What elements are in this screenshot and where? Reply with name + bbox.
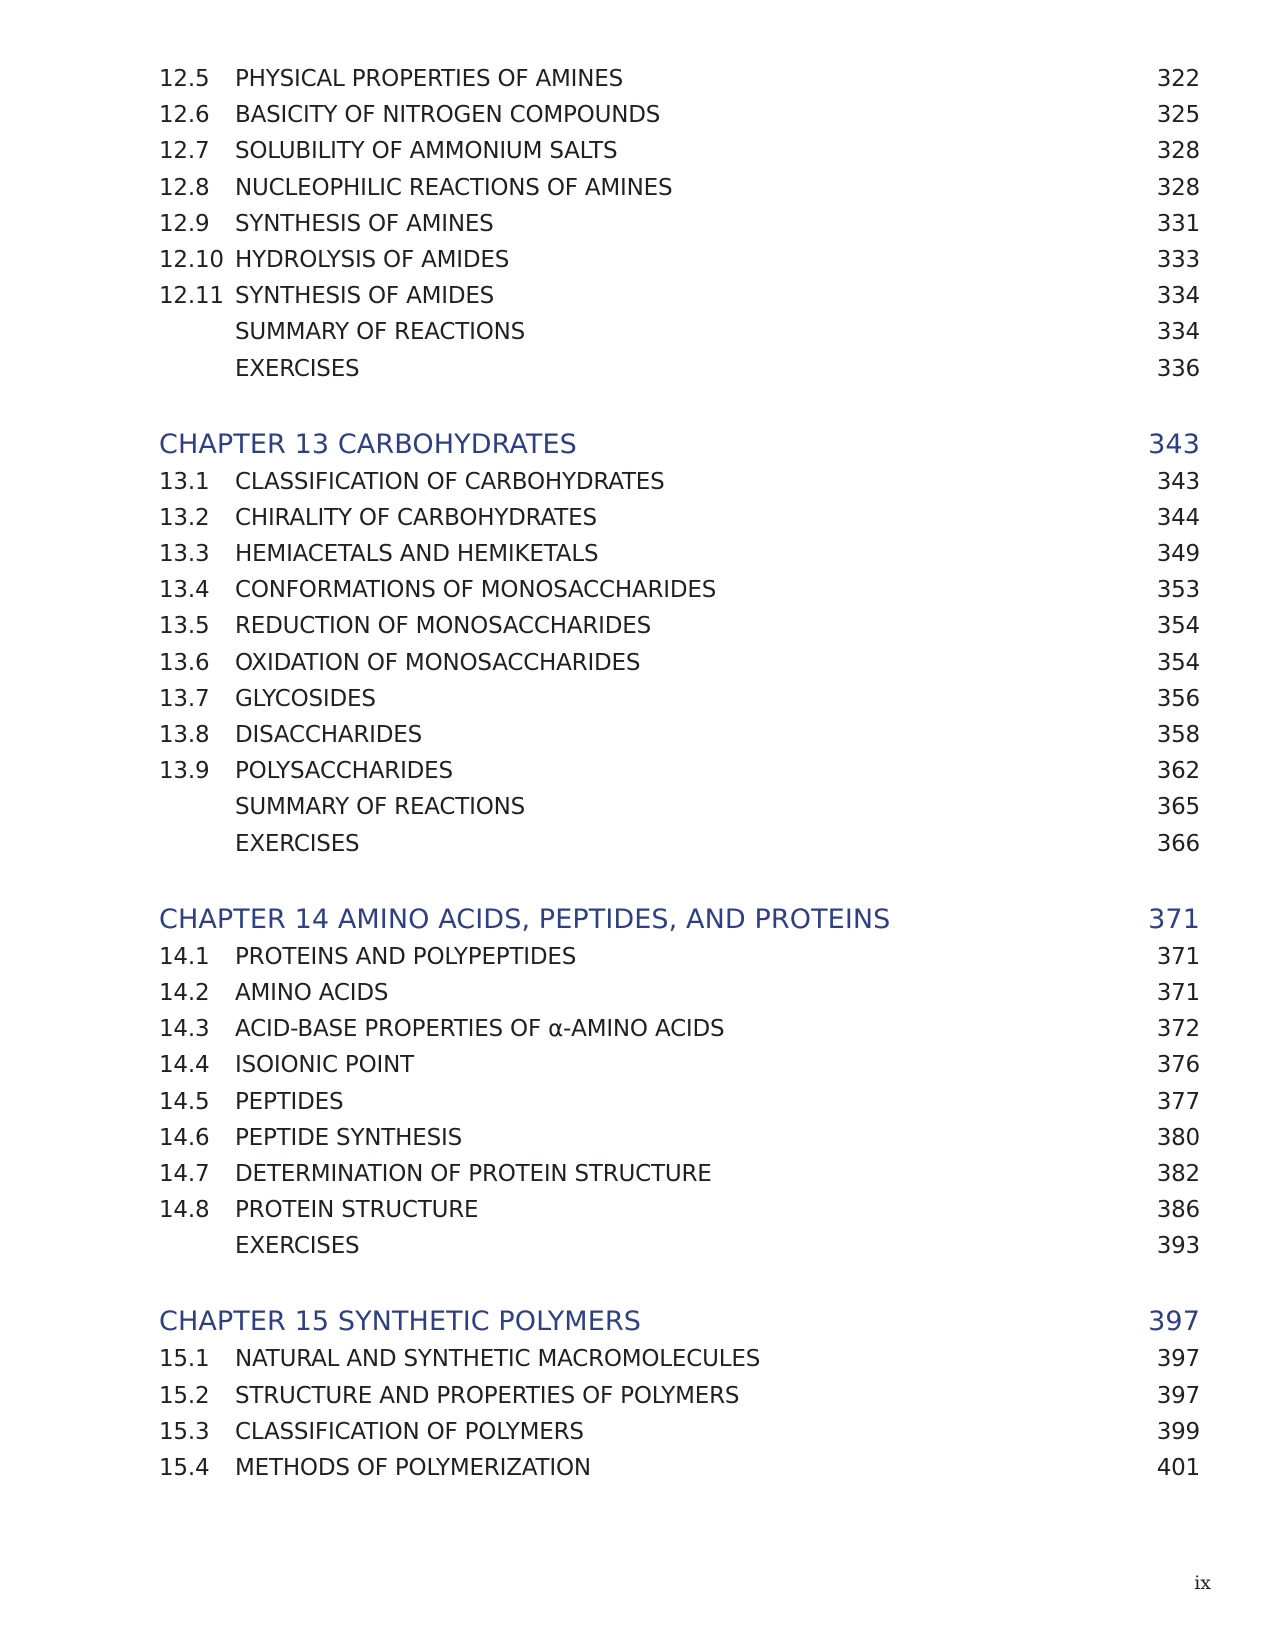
toc-entry[interactable] [159, 831, 1200, 867]
entry-title: HEMIACETALS AND HEMIKETALS [235, 541, 599, 568]
entry-page: 358 [1156, 722, 1200, 748]
entry-title: NUCLEOPHILIC REACTIONS OF AMINES [235, 174, 673, 201]
entry-title: PEPTIDES [235, 1088, 344, 1115]
toc-entry[interactable] [159, 283, 1200, 319]
entry-title: REDUCTION OF MONOSACCHARIDES [235, 613, 651, 640]
chapter-heading[interactable] [159, 1306, 1200, 1346]
entry-page: 399 [1156, 1418, 1200, 1445]
entry-title: PROTEINS AND POLYPEPTIDES [235, 943, 577, 970]
entry-number: 14.3 [159, 1016, 210, 1043]
toc-entry[interactable] [159, 650, 1200, 686]
entry-title: EXERCISES [235, 355, 360, 382]
entry-page: 371 [1156, 943, 1200, 970]
toc-entry[interactable] [159, 944, 1200, 980]
toc-entry[interactable] [159, 1233, 1200, 1269]
entry-page: 382 [1156, 1160, 1200, 1187]
entry-page: 401 [1156, 1455, 1200, 1481]
entry-title: ISOIONIC POINT [235, 1052, 414, 1079]
entry-page: 397 [1156, 1382, 1200, 1409]
chapter-page: 371 [1148, 903, 1200, 935]
entry-page: 325 [1156, 102, 1200, 129]
toc-entry[interactable] [159, 1016, 1200, 1052]
toc-entry[interactable] [159, 794, 1200, 830]
entry-page: 356 [1156, 685, 1200, 712]
entry-number: 13.2 [159, 504, 210, 531]
toc-entry[interactable] [159, 356, 1200, 392]
entry-number: 12.8 [159, 174, 210, 201]
entry-title: SUMMARY OF REACTIONS [235, 319, 526, 346]
chapter-title: CHAPTER 14 AMINO ACIDS, PEPTIDES, AND PROTEINS [159, 903, 891, 935]
toc-entry[interactable] [159, 1089, 1200, 1125]
entry-number: 15.1 [159, 1346, 210, 1373]
entry-title: DETERMINATION OF PROTEIN STRUCTURE [235, 1160, 712, 1187]
entry-title: DISACCHARIDES [235, 722, 423, 748]
entry-number: 13.4 [159, 577, 210, 604]
entry-title: AMINO ACIDS [235, 979, 389, 1006]
toc-entry[interactable] [159, 247, 1200, 283]
entry-page: 377 [1156, 1088, 1200, 1115]
entry-number: 12.9 [159, 210, 210, 237]
entry-title: METHODS OF POLYMERIZATION [235, 1455, 591, 1481]
entry-title: HYDROLYSIS OF AMIDES [235, 246, 510, 273]
entry-number: 14.2 [159, 979, 210, 1006]
chapter-15-section [159, 1306, 1200, 1491]
entry-number: 14.6 [159, 1124, 210, 1151]
entry-page: 372 [1156, 1016, 1200, 1043]
toc-entry[interactable] [159, 211, 1200, 247]
entry-title: SOLUBILITY OF AMMONIUM SALTS [235, 138, 618, 165]
entry-title: PROTEIN STRUCTURE [235, 1197, 479, 1224]
chapter-title: CHAPTER 13 CARBOHYDRATES [159, 428, 577, 460]
entry-number: 13.9 [159, 758, 210, 785]
entry-number: 15.4 [159, 1455, 210, 1481]
entry-page: 386 [1156, 1197, 1200, 1224]
entry-page: 362 [1156, 758, 1200, 785]
entry-number: 14.4 [159, 1052, 210, 1079]
entry-title: STRUCTURE AND PROPERTIES OF POLYMERS [235, 1382, 740, 1409]
entry-page: 366 [1156, 830, 1200, 857]
entry-number: 13.8 [159, 722, 210, 748]
toc-entry[interactable] [159, 1161, 1200, 1197]
entry-number: 15.2 [159, 1382, 210, 1409]
toc-entry[interactable] [159, 1455, 1200, 1491]
entry-title: EXERCISES [235, 830, 360, 857]
entry-title: PHYSICAL PROPERTIES OF AMINES [235, 66, 623, 92]
entry-number: 12.11 [159, 283, 224, 310]
entry-page: 397 [1156, 1346, 1200, 1373]
entry-page: 376 [1156, 1052, 1200, 1079]
chapter-page: 343 [1148, 428, 1200, 460]
toc-entry[interactable] [159, 722, 1200, 758]
entry-number: 13.7 [159, 685, 210, 712]
entry-title: CLASSIFICATION OF CARBOHYDRATES [235, 468, 665, 495]
entry-title: CONFORMATIONS OF MONOSACCHARIDES [235, 577, 717, 604]
entry-page: 349 [1156, 541, 1200, 568]
entry-number: 12.7 [159, 138, 210, 165]
entry-page: 336 [1156, 355, 1200, 382]
entry-number: 13.3 [159, 541, 210, 568]
chapter-title: CHAPTER 15 SYNTHETIC POLYMERS [159, 1306, 641, 1338]
entry-page: 328 [1156, 174, 1200, 201]
entry-page: 393 [1156, 1233, 1200, 1260]
entry-title: CLASSIFICATION OF POLYMERS [235, 1418, 584, 1445]
entry-number: 13.1 [159, 468, 210, 495]
entry-page: 354 [1156, 649, 1200, 676]
entry-title: PEPTIDE SYNTHESIS [235, 1124, 462, 1151]
toc-entry[interactable] [159, 1125, 1200, 1161]
toc-entry[interactable] [159, 980, 1200, 1016]
entry-number: 12.5 [159, 66, 210, 92]
chapter-heading[interactable] [159, 904, 1200, 944]
toc-entry[interactable] [159, 577, 1200, 613]
entry-title: OXIDATION OF MONOSACCHARIDES [235, 649, 641, 676]
toc-entry[interactable] [159, 686, 1200, 722]
toc-entry[interactable] [159, 319, 1200, 355]
entry-page: 333 [1156, 246, 1200, 273]
entry-page: 328 [1156, 138, 1200, 165]
entry-number: 12.6 [159, 102, 210, 129]
table-of-contents [159, 66, 1200, 1491]
chapter-heading[interactable] [159, 429, 1200, 469]
entry-title: POLYSACCHARIDES [235, 758, 453, 785]
entry-title: SYNTHESIS OF AMINES [235, 210, 494, 237]
entry-title: CHIRALITY OF CARBOHYDRATES [235, 504, 597, 531]
entry-page: 334 [1156, 319, 1200, 346]
entry-page: 322 [1156, 66, 1200, 92]
toc-entry[interactable] [159, 102, 1200, 138]
toc-entry[interactable] [159, 1052, 1200, 1088]
entry-page: 371 [1156, 979, 1200, 1006]
toc-entry[interactable] [159, 1419, 1200, 1455]
entry-title: BASICITY OF NITROGEN COMPOUNDS [235, 102, 661, 129]
entry-number: 15.3 [159, 1418, 210, 1445]
toc-entry[interactable] [159, 541, 1200, 577]
entry-page: 354 [1156, 613, 1200, 640]
entry-page: 380 [1156, 1124, 1200, 1151]
chapter-page: 397 [1148, 1306, 1200, 1338]
toc-entry[interactable] [159, 138, 1200, 174]
toc-entry[interactable] [159, 505, 1200, 541]
entry-title: SUMMARY OF REACTIONS [235, 794, 526, 821]
toc-entry[interactable] [159, 1346, 1200, 1382]
entry-page: 331 [1156, 210, 1200, 237]
entry-title: GLYCOSIDES [235, 685, 376, 712]
entry-number: 14.5 [159, 1088, 210, 1115]
toc-entry[interactable] [159, 175, 1200, 211]
entry-title: ACID-BASE PROPERTIES OF α-AMINO ACIDS [235, 1016, 725, 1043]
toc-entry[interactable] [159, 758, 1200, 794]
toc-entry[interactable] [159, 66, 1200, 102]
toc-entry[interactable] [159, 1197, 1200, 1233]
entry-number: 14.7 [159, 1160, 210, 1187]
entry-page: 365 [1156, 794, 1200, 821]
entry-number: 13.5 [159, 613, 210, 640]
chapter-13-section [159, 429, 1200, 867]
chapter-12-section [159, 66, 1200, 392]
toc-entry[interactable] [159, 613, 1200, 649]
entry-number: 12.10 [159, 246, 224, 273]
entry-number: 13.6 [159, 649, 210, 676]
toc-entry[interactable] [159, 1383, 1200, 1419]
entry-page: 344 [1156, 504, 1200, 531]
entry-title: SYNTHESIS OF AMIDES [235, 283, 495, 310]
entry-page: 353 [1156, 577, 1200, 604]
entry-title: NATURAL AND SYNTHETIC MACROMOLECULES [235, 1346, 761, 1373]
page-folio: ix [1194, 1572, 1211, 1594]
entry-title: EXERCISES [235, 1233, 360, 1260]
entry-page: 343 [1156, 468, 1200, 495]
entry-page: 334 [1156, 283, 1200, 310]
entry-number: 14.1 [159, 943, 210, 970]
entry-number: 14.8 [159, 1197, 210, 1224]
chapter-14-section [159, 904, 1200, 1270]
toc-entry[interactable] [159, 469, 1200, 505]
